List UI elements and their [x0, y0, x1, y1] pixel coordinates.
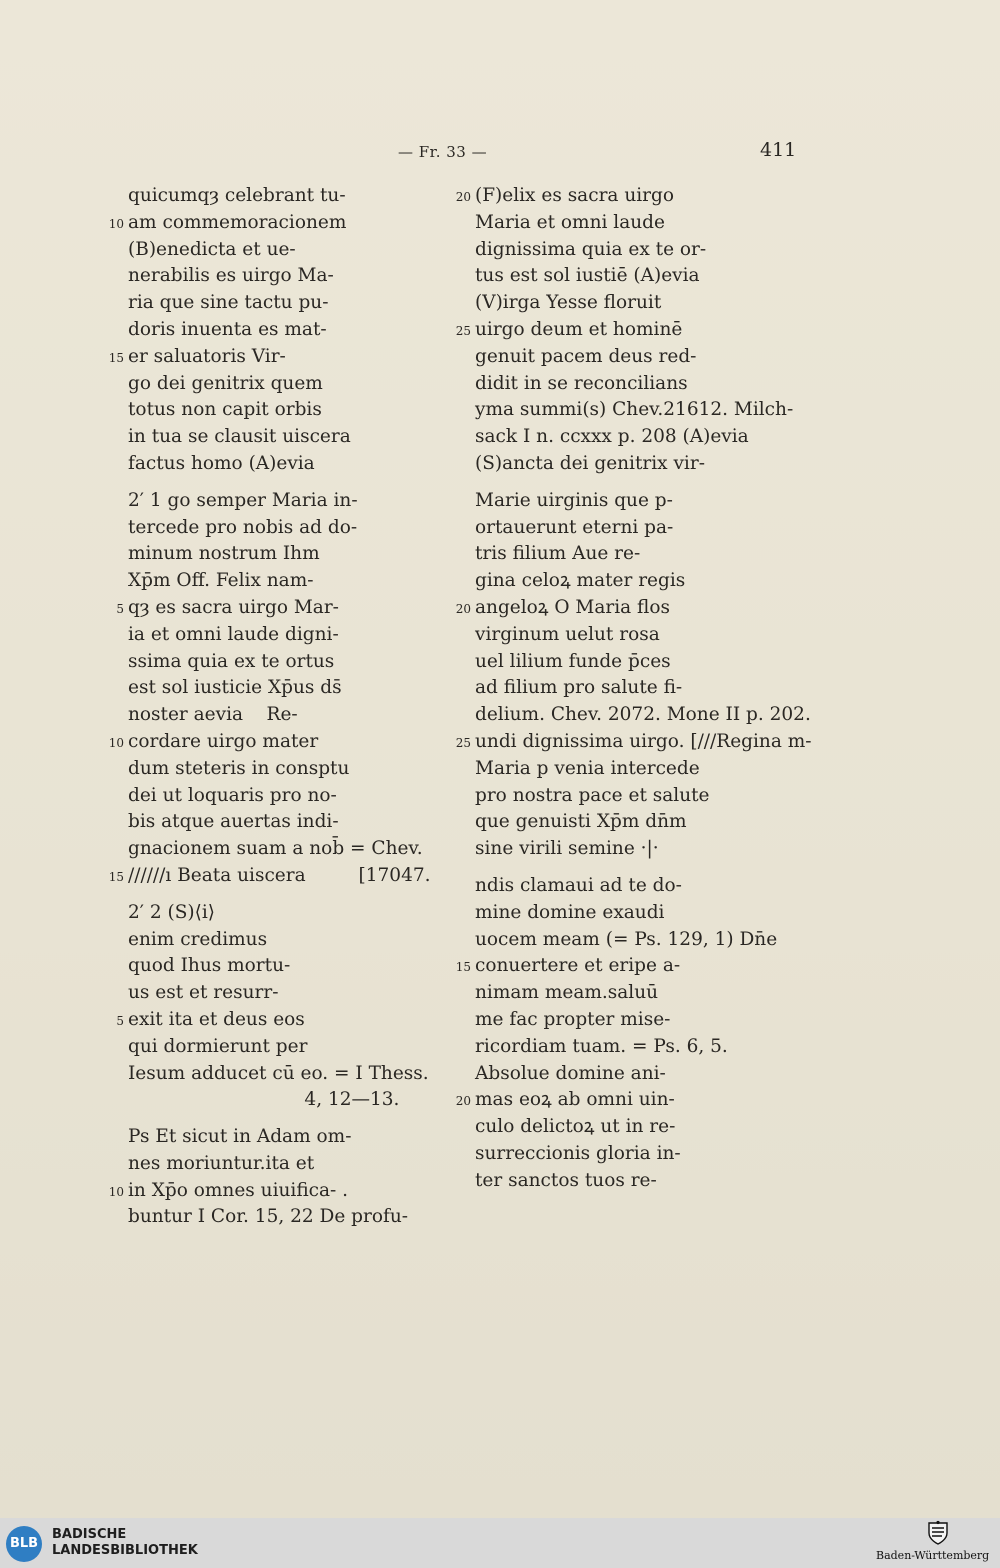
text-line	[128, 980, 468, 1007]
right-text-column	[455, 183, 815, 1194]
line-text: Absolue domine ani-	[475, 1062, 666, 1084]
text-line	[475, 809, 815, 836]
line-text: Ps Et sicut in Adam om-	[128, 1126, 352, 1148]
line-text: in tua se clausit uiscera	[128, 426, 351, 448]
text-line	[128, 1034, 468, 1061]
text-line	[128, 622, 468, 649]
line-text: tercede pro nobis ad do-	[128, 516, 358, 538]
page-number: 411	[760, 139, 797, 161]
line-text: //////ı Beata uiscera [17047.	[128, 864, 431, 886]
text-line	[128, 1204, 468, 1231]
text-line	[475, 756, 815, 783]
text-line	[455, 953, 815, 980]
text-line	[128, 1061, 468, 1088]
coat-of-arms-icon	[927, 1520, 949, 1546]
line-text: ia et omni laude digni-	[128, 623, 339, 645]
text-line	[475, 980, 815, 1007]
text-line	[128, 290, 468, 317]
text-line	[128, 488, 468, 515]
text-line	[128, 809, 468, 836]
text-line	[475, 237, 815, 264]
line-text: Iesum adducet cū eo. = I Thess.	[128, 1062, 429, 1084]
text-line	[128, 317, 468, 344]
line-text: factus homo (A)evia	[128, 452, 315, 474]
line-text: in Xp̄o omnes uiuifica- .	[128, 1179, 349, 1201]
text-line	[128, 756, 468, 783]
text-line	[475, 1141, 815, 1168]
line-text: sine virili semine ·|·	[475, 838, 659, 860]
line-text: virginum uelut rosa	[475, 623, 660, 645]
line-text: ter sanctos tuos re-	[475, 1169, 657, 1191]
line-text: us est et resurr-	[128, 982, 279, 1004]
line-text: culo delictoꝝ ut in re-	[475, 1116, 676, 1138]
state-name[interactable]: Baden-Württemberg	[876, 1549, 990, 1562]
line-text: yma summi(s) Chev.21612. Milch-	[475, 399, 794, 421]
line-text: go dei genitrix quem	[128, 372, 323, 394]
line-text: angeloꝝ O Maria flos	[475, 596, 671, 618]
line-text: nimam meam.saluū	[475, 982, 659, 1004]
text-line	[475, 424, 815, 451]
line-text: minum nostrum Ihm	[128, 543, 320, 565]
line-number: 20	[455, 1094, 471, 1109]
line-text: sack I n. ccxxx p. 208 (A)evia	[475, 426, 749, 448]
text-line	[475, 649, 815, 676]
line-number: 10	[108, 1184, 124, 1199]
line-text: pro nostra pace et salute	[475, 784, 710, 806]
line-number: 10	[108, 216, 124, 231]
text-line	[128, 515, 468, 542]
line-text: gnacionem suam a nob̄ = Chev.	[128, 838, 423, 860]
library-name-line2: LANDESBIBLIOTHEK	[52, 1543, 198, 1558]
line-text: ssima quia ex te ortus	[128, 650, 335, 672]
library-name-line1: BADISCHE	[52, 1527, 127, 1542]
line-text: enim credimus	[128, 928, 268, 950]
line-text: Maria et omni laude	[475, 211, 665, 233]
text-line	[108, 210, 468, 237]
text-line	[475, 1168, 815, 1195]
text-line	[108, 1178, 468, 1205]
text-line	[475, 1034, 815, 1061]
text-line	[128, 1124, 468, 1151]
text-line	[128, 702, 468, 729]
text-line	[475, 568, 815, 595]
text-line	[128, 183, 468, 210]
line-number: 25	[455, 735, 471, 750]
line-text: nerabilis es uirgo Ma-	[128, 265, 334, 287]
line-text: didit in se reconcilians	[475, 372, 688, 394]
text-line	[128, 1151, 468, 1178]
text-line	[475, 873, 815, 900]
text-line	[455, 183, 815, 210]
line-text: uocem meam (= Ps. 129, 1) Dn̄e	[475, 928, 778, 950]
line-text: delium. Chev. 2072. Mone II p. 202.	[475, 704, 811, 726]
text-line	[475, 900, 815, 927]
line-number: 20	[455, 601, 471, 616]
line-text: ortauerunt eterni pa-	[475, 516, 674, 538]
text-line	[475, 622, 815, 649]
line-text: quod Ihus mortu-	[128, 955, 291, 977]
text-line	[128, 541, 468, 568]
line-text: (B)enedicta et ue-	[128, 238, 296, 260]
text-line	[475, 541, 815, 568]
line-text: qȝ es sacra uirgo Mar-	[128, 596, 339, 618]
line-text: dum steteris in consptu	[128, 757, 350, 779]
text-line	[475, 1114, 815, 1141]
line-text: conuertere et eripe a-	[475, 955, 681, 977]
line-text: tris filium Aue re-	[475, 543, 641, 565]
line-text: ria que sine tactu pu-	[128, 292, 329, 314]
line-text: mine domine exaudi	[475, 901, 665, 923]
line-text: exit ita et deus eos	[128, 1008, 305, 1030]
text-line	[475, 488, 815, 515]
text-line	[475, 290, 815, 317]
line-text: mas eoꝝ ab omni uin-	[475, 1089, 675, 1111]
text-line	[475, 783, 815, 810]
line-text: er saluatoris Vir-	[128, 345, 286, 367]
line-text: est sol iusticie Xp̄us ds̄	[128, 677, 342, 699]
text-line	[128, 237, 468, 264]
text-line	[128, 675, 468, 702]
text-line	[455, 729, 815, 756]
line-text: buntur I Cor. 15, 22 De profu-	[128, 1206, 409, 1228]
line-text: am commemoracionem	[128, 211, 347, 233]
text-line	[116, 1007, 468, 1034]
text-line	[108, 344, 468, 371]
line-text: noster aevia Re-	[128, 704, 298, 726]
line-text: genuit pacem deus red-	[475, 345, 697, 367]
line-text: Maria p venia intercede	[475, 757, 700, 779]
line-number: 10	[108, 735, 124, 750]
line-text: quicumqȝ celebrant tu-	[128, 185, 346, 206]
line-number: 15	[108, 869, 124, 884]
text-line	[128, 953, 468, 980]
line-text: ricordiam tuam. = Ps. 6, 5.	[475, 1035, 728, 1057]
line-text: dignissima quia ex te or-	[475, 238, 707, 260]
text-line	[128, 649, 468, 676]
line-text: tus est sol iustiē (A)evia	[475, 265, 700, 287]
line-text: gina celoꝝ mater regis	[475, 570, 686, 592]
text-line	[475, 675, 815, 702]
line-text: (F)elix es sacra uirgo	[475, 185, 674, 206]
text-line	[128, 397, 468, 424]
line-text: 4, 12—13.	[128, 1089, 400, 1111]
text-line	[128, 568, 468, 595]
line-text: bis atque auertas indi-	[128, 811, 339, 833]
text-line	[475, 1007, 815, 1034]
text-line	[128, 783, 468, 810]
line-number: 5	[116, 1013, 124, 1028]
line-text: 2′ 1 go semper Maria in-	[128, 489, 358, 511]
text-line	[475, 515, 815, 542]
text-line	[128, 1087, 468, 1114]
line-number: 20	[455, 190, 471, 204]
line-number: 5	[116, 601, 124, 616]
line-number: 25	[455, 323, 471, 338]
fragment-heading: — Fr. 33 —	[398, 143, 488, 161]
running-header	[0, 139, 1000, 167]
text-line	[475, 397, 815, 424]
line-text: cordare uirgo mater	[128, 730, 319, 752]
line-text: dei ut loquaris pro no-	[128, 784, 337, 806]
text-line	[128, 263, 468, 290]
text-line	[128, 900, 468, 927]
text-line	[128, 451, 468, 478]
line-text: ad filium pro salute fi-	[475, 677, 683, 699]
text-line	[475, 263, 815, 290]
line-text: Xp̄m Off. Felix nam-	[128, 570, 314, 592]
text-line	[455, 317, 815, 344]
line-text: (V)irga Yesse floruit	[475, 292, 662, 314]
text-line	[128, 371, 468, 398]
line-text: surreccionis gloria in-	[475, 1142, 681, 1164]
text-line	[475, 371, 815, 398]
library-name[interactable]	[52, 1527, 198, 1559]
text-line	[128, 836, 468, 863]
line-text: totus non capit orbis	[128, 399, 322, 421]
text-line	[455, 1087, 815, 1114]
line-text: que genuisti Xp̄m dn̄m	[475, 811, 687, 833]
line-text: (S)ancta dei genitrix vir-	[475, 452, 705, 474]
text-line	[455, 595, 815, 622]
library-footer	[0, 1518, 1000, 1568]
line-text: undi dignissima uirgo. [///Regina m-	[475, 730, 812, 752]
text-line	[128, 424, 468, 451]
line-text: uirgo deum et hominē	[475, 318, 683, 340]
line-text: qui dormierunt per	[128, 1035, 308, 1057]
line-text: Marie uirginis que p-	[475, 489, 673, 511]
text-line	[108, 863, 468, 890]
line-text: 2′ 2 (S)⟨i⟩	[128, 901, 215, 923]
line-number: 15	[455, 960, 471, 975]
line-number: 15	[108, 350, 124, 365]
line-text: ndis clamaui ad te do-	[475, 874, 682, 896]
text-line	[128, 927, 468, 954]
text-line	[475, 451, 815, 478]
line-text: uel lilium funde p̄ces	[475, 650, 671, 672]
text-line	[475, 836, 815, 863]
line-text: nes moriuntur.ita et	[128, 1152, 315, 1174]
text-line	[116, 595, 468, 622]
text-line	[108, 729, 468, 756]
text-line	[475, 344, 815, 371]
blb-logo-icon[interactable]: BLB	[6, 1526, 42, 1562]
text-line	[475, 210, 815, 237]
line-text: me fac propter mise-	[475, 1008, 671, 1030]
text-line	[475, 927, 815, 954]
left-text-column	[108, 183, 468, 1231]
text-line	[475, 702, 815, 729]
text-line	[475, 1061, 815, 1088]
line-text: doris inuenta es mat-	[128, 318, 327, 340]
